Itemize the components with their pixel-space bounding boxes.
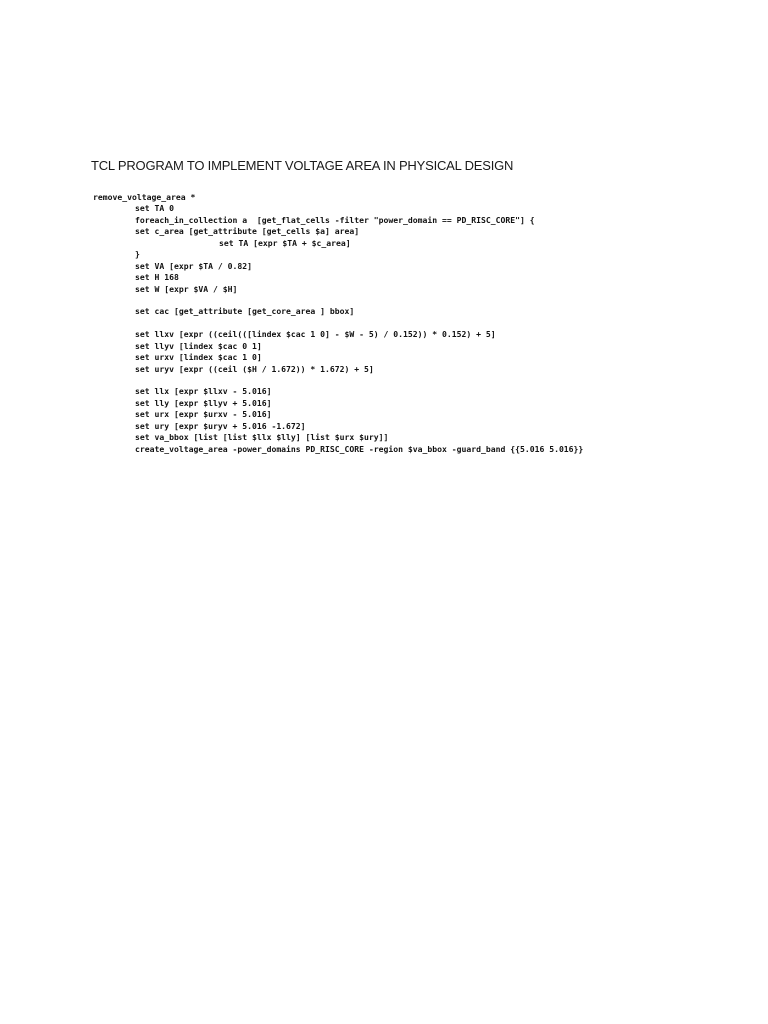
code-line: remove_voltage_area * xyxy=(93,192,196,202)
code-line: set W [expr $VA / $H] xyxy=(135,283,238,294)
code-line: set va_bbox [list [list $llx $lly] [list $urx $ury]] xyxy=(135,432,389,443)
code-line: set TA [expr $TA + $c_area] xyxy=(219,237,351,248)
code-line: set cac [get_attribute [get_core_area ] bbox] xyxy=(135,306,355,317)
code-line: set urx [expr $urxv - 5.016] xyxy=(135,409,272,420)
code-line xyxy=(93,318,583,329)
code-line: set llyv [lindex $cac 0 1] xyxy=(135,340,262,351)
code-line: set uryv [expr ((ceil ($H / 1.672)) * 1.672) + 5] xyxy=(135,363,374,374)
code-line: set H 168 xyxy=(135,272,179,283)
code-line: set lly [expr $llyv + 5.016] xyxy=(135,397,272,408)
code-line: set urxv [lindex $cac 1 0] xyxy=(135,352,262,363)
code-line: set llxv [expr ((ceil(([lindex $cac 1 0] - $W - 5) / 0.152)) * 0.152) + 5] xyxy=(135,329,496,340)
code-line: set TA 0 xyxy=(135,203,174,214)
code-line: set ury [expr $uryv + 5.016 -1.672] xyxy=(135,420,306,431)
code-line: create_voltage_area -power_domains PD_RISC_CORE -region $va_bbox -guard_band {{5.016 5.016}} xyxy=(135,443,584,454)
code-block xyxy=(93,192,583,455)
code-line: set c_area [get_attribute [get_cells $a] area] xyxy=(135,226,360,237)
code-line: set VA [expr $TA / 0.82] xyxy=(135,260,252,271)
document-title: TCL PROGRAM TO IMPLEMENT VOLTAGE AREA IN PHYSICAL DESIGN xyxy=(91,158,514,173)
code-line xyxy=(93,375,583,386)
code-line xyxy=(93,295,583,306)
code-line: set llx [expr $llxv - 5.016] xyxy=(135,386,272,397)
code-line: foreach_in_collection a [get_flat_cells -filter "power_domain == PD_RISC_CORE"] { xyxy=(135,214,535,225)
code-line: } xyxy=(135,249,140,260)
